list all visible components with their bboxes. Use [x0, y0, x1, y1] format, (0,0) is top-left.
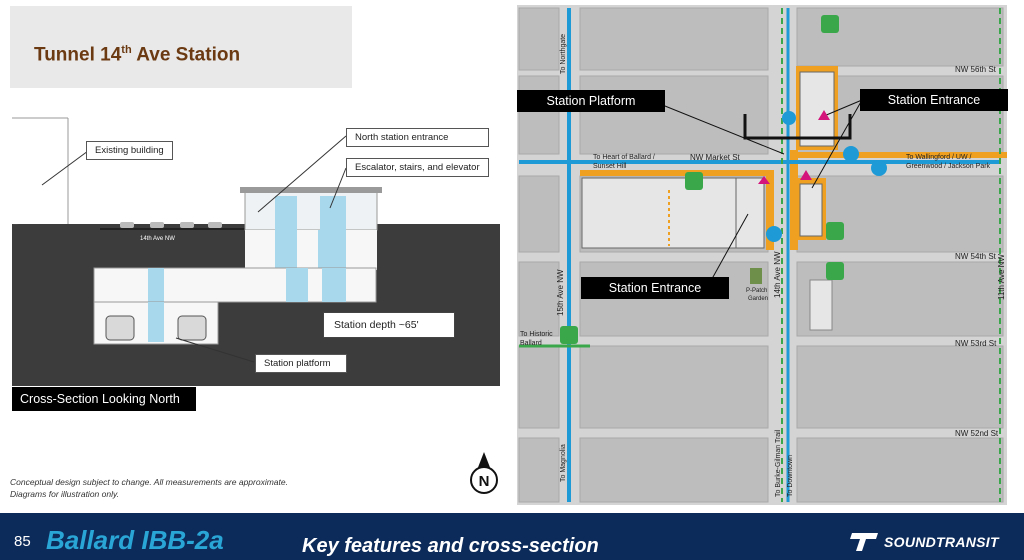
station-area-map — [517, 5, 1007, 505]
dir-downtown: To Downtown — [787, 454, 794, 497]
street-15th: 15th Ave NW — [556, 269, 565, 316]
street-nw53: NW 53rd St — [955, 339, 997, 348]
svg-text:N: N — [478, 473, 490, 490]
street-14th: 14th Ave NW — [773, 251, 782, 298]
cross-section-view-label: Cross-Section Looking North — [12, 387, 196, 411]
disclaimer: Conceptual design subject to change. All measurements are approximate. Diagrams for illustration only. — [10, 477, 288, 499]
dir-heart-1: To Heart of Ballard / — [593, 154, 655, 161]
dir-northgate: To Northgate — [560, 33, 567, 74]
ppatch-1: P-Patch — [746, 288, 768, 294]
street-market: NW Market St — [690, 153, 740, 162]
callout-existing-building: Existing building — [86, 141, 173, 160]
callout-north-entrance: North station entrance — [346, 128, 489, 147]
street-11th: 11th Ave NW — [997, 254, 1006, 300]
title-panel — [10, 6, 352, 88]
street-nw54: NW 54th St — [955, 252, 996, 261]
street-nw56: NW 56th St — [955, 65, 996, 74]
map-label-entrance-ne: Station Entrance — [860, 89, 1008, 111]
page-number: 85 — [14, 533, 31, 550]
dir-burke: To Burke-Gilman Trail — [775, 429, 782, 497]
north-arrow-icon — [467, 450, 501, 496]
sound-transit-logo-icon — [850, 531, 880, 553]
station-depth-label: Station depth ~65' — [323, 312, 455, 338]
dir-magnolia: To Magnolia — [560, 444, 567, 482]
callout-station-platform: Station platform — [255, 354, 347, 373]
street-nw52: NW 52nd St — [955, 429, 999, 438]
dir-historic-2: Ballard — [520, 340, 542, 347]
dir-wallingford-2: Greenwood / Jackson Park — [906, 163, 991, 170]
dir-historic-1: To Historic — [520, 331, 553, 338]
footer-subtitle: Key features and cross-section — [302, 535, 599, 557]
brand-name: SOUNDTRANSIT — [884, 534, 999, 550]
callout-escalator: Escalator, stairs, and elevator — [346, 158, 489, 177]
ppatch-2: Garden — [748, 296, 769, 302]
street-label: 14th Ave NW — [140, 236, 175, 242]
footer-bar — [0, 513, 1024, 560]
map-label-station-platform: Station Platform — [517, 90, 665, 112]
dir-heart-2: Sunset Hill — [593, 163, 627, 170]
footer-title: Ballard IBB-2a — [46, 525, 224, 555]
dir-wallingford-1: To Wallingford / UW / — [906, 154, 972, 161]
page-title: Tunnel 14th Ave Station — [34, 44, 241, 66]
map-label-entrance-sw: Station Entrance — [581, 277, 729, 299]
